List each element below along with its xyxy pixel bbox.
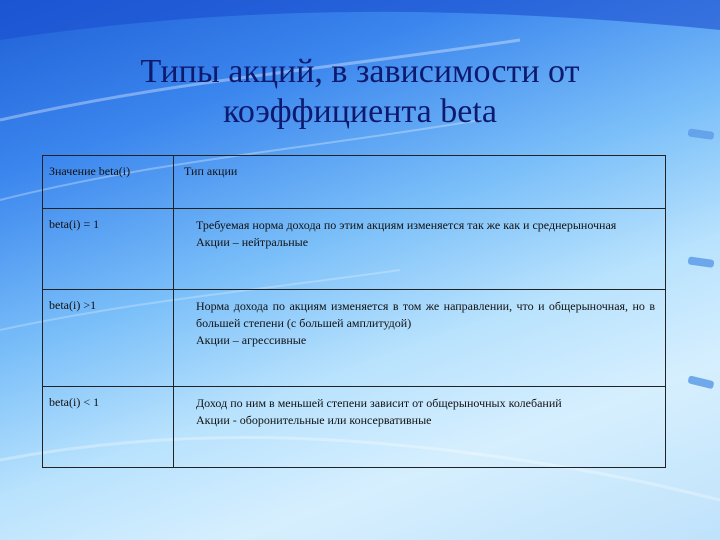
slide-title: [40, 52, 680, 132]
row-description-cell: [174, 209, 666, 290]
row-description-cell: [174, 290, 666, 387]
row-description-text: Норма дохода по акциям изменяется в том же направлении, что и общерыночная, но в большей степени (с большей амплитудой): [196, 299, 655, 330]
header-value-cell: Значение beta(i): [43, 156, 174, 209]
beta-types-table: [42, 155, 666, 468]
row-type-text: Акции - оборонительные или консервативные: [196, 413, 432, 427]
top-wave: [0, 0, 720, 40]
table-header-row: [43, 156, 666, 209]
row-type-text: Акции – нейтральные: [196, 235, 309, 249]
row-value-cell: beta(i) >1: [43, 290, 174, 387]
side-stripes: [687, 128, 714, 389]
row-value-cell: beta(i) < 1: [43, 387, 174, 468]
header-type-cell: Тип акции: [174, 156, 666, 209]
table-row: [43, 290, 666, 387]
table-row: [43, 387, 666, 468]
table-row: [43, 209, 666, 290]
row-type-text: Акции – агрессивные: [196, 333, 307, 347]
row-description-cell: [174, 387, 666, 468]
title-line-1: Типы акций, в зависимости от: [140, 53, 580, 90]
title-line-2: коэффициента beta: [223, 93, 497, 130]
row-value-cell: beta(i) = 1: [43, 209, 174, 290]
row-description-text: Доход по ним в меньшей степени зависит от общерыночных колебаний: [196, 396, 562, 410]
row-description-text: Требуемая норма дохода по этим акциям изменяется так же как и среднерыночная: [196, 218, 617, 232]
